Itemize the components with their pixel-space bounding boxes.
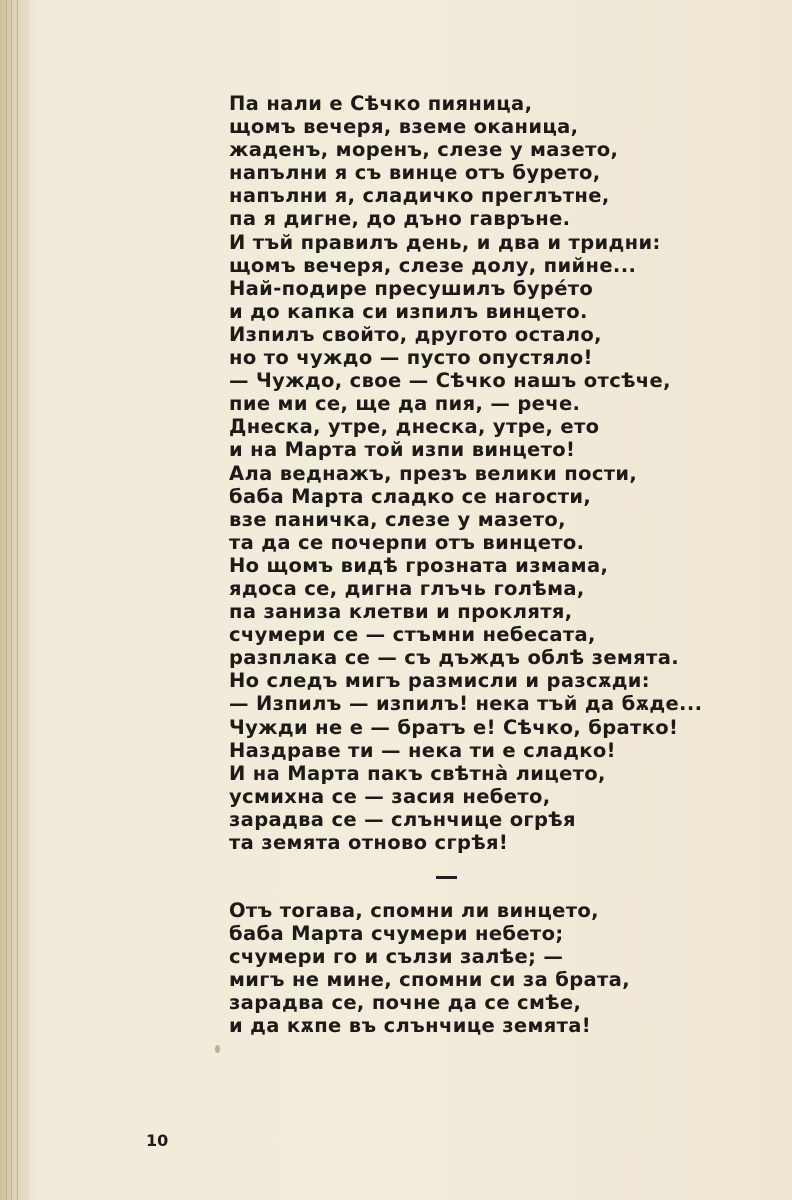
poem-line: счумери го и сълзи залѣе; — [229, 945, 564, 969]
paper-stain [215, 1045, 220, 1053]
poem-stanza-1 [229, 92, 702, 854]
poem-line: Най-подире пресушилъ бурéто [229, 276, 594, 300]
poem-line: баба Марта сладко се нагости, [229, 484, 592, 508]
page-edge [17, 0, 18, 1200]
poem-line: па заниза клетви и проклятя, [229, 600, 573, 624]
poem-line: — Чуждо, свое — Сѣчко нашъ отсѣче, [229, 369, 671, 393]
poem-line: напълни я, сладичко преглътне, [229, 184, 610, 208]
poem-line: и да кѫпе въ слънчице земята! [229, 1014, 592, 1038]
poem-line: напълни я съ винце отъ бурето, [229, 161, 601, 185]
poem-line: Ала веднажъ, презъ велики пости, [229, 461, 638, 485]
section-divider [436, 876, 457, 879]
poem-line: та земята отново сгрѣя! [229, 831, 509, 854]
poem-line: жаденъ, моренъ, слезе у мазето, [229, 138, 619, 162]
poem-line: щомъ вечеря, вземе оканица, [229, 115, 579, 139]
poem-line: — Изпилъ — изпилъ! нека тъй да бѫде... [229, 692, 703, 716]
poem-line: Изпилъ свойто, другото остало, [229, 322, 602, 346]
poem-line: И тъй правилъ день, и два и тридни: [229, 230, 661, 254]
poem-line: пие ми се, ще да пия, — рече. [229, 392, 581, 416]
poem-line: усмихна се — засия небето, [229, 784, 551, 808]
poem-line: Чужди не е — братъ е! Сѣчко, братко! [229, 715, 679, 739]
poem-line: ядоса се, дигна глъчь голѣма, [229, 576, 585, 600]
poem-line: счумери се — стъмни небесата, [229, 623, 596, 647]
book-spine [0, 0, 30, 1200]
poem-line: баба Марта счумери небето; [229, 922, 564, 946]
poem-line: зарадва се — слънчице огрѣя [229, 807, 576, 831]
poem-line: щомъ вечеря, слезе долу, пийне... [229, 253, 637, 277]
page-edge [6, 0, 7, 1200]
poem-line: и до капка си изпилъ винцето. [229, 299, 588, 323]
poem-line: И на Марта пакъ свѣтнà лицето, [229, 761, 606, 785]
poem-line: разплака се — съ дъждъ облѣ земята. [229, 646, 679, 670]
poem-line: взе паничка, слезе у мазето, [229, 507, 566, 531]
poem-line: мигъ не мине, спомни си за брата, [229, 968, 630, 992]
poem-line: зарадва се, почне да се смѣе, [229, 991, 582, 1015]
poem-line: Отъ тогава, спомни ли винцето, [229, 899, 599, 922]
poem-line: Но следъ мигъ размисли и разсѫди: [229, 669, 650, 693]
poem-line: па я дигне, до дъно гавръне. [229, 207, 571, 231]
poem-line: Днеска, утре, днеска, утре, ето [229, 415, 600, 439]
poem-line: Па нали е Сѣчко пияница, [229, 92, 533, 115]
poem-line: Но щомъ видѣ грозната измама, [229, 553, 609, 577]
poem-line: та да се почерпи отъ винцето. [229, 530, 585, 554]
poem-line: Наздраве ти — нека ти е сладко! [229, 738, 616, 762]
page-edge [11, 0, 12, 1200]
poem-stanza-2 [229, 899, 630, 1038]
page-number: 10 [146, 1131, 169, 1150]
poem-line: и на Марта той изпи винцето! [229, 438, 576, 462]
poem-line: но то чуждо — пусто опустяло! [229, 346, 593, 370]
